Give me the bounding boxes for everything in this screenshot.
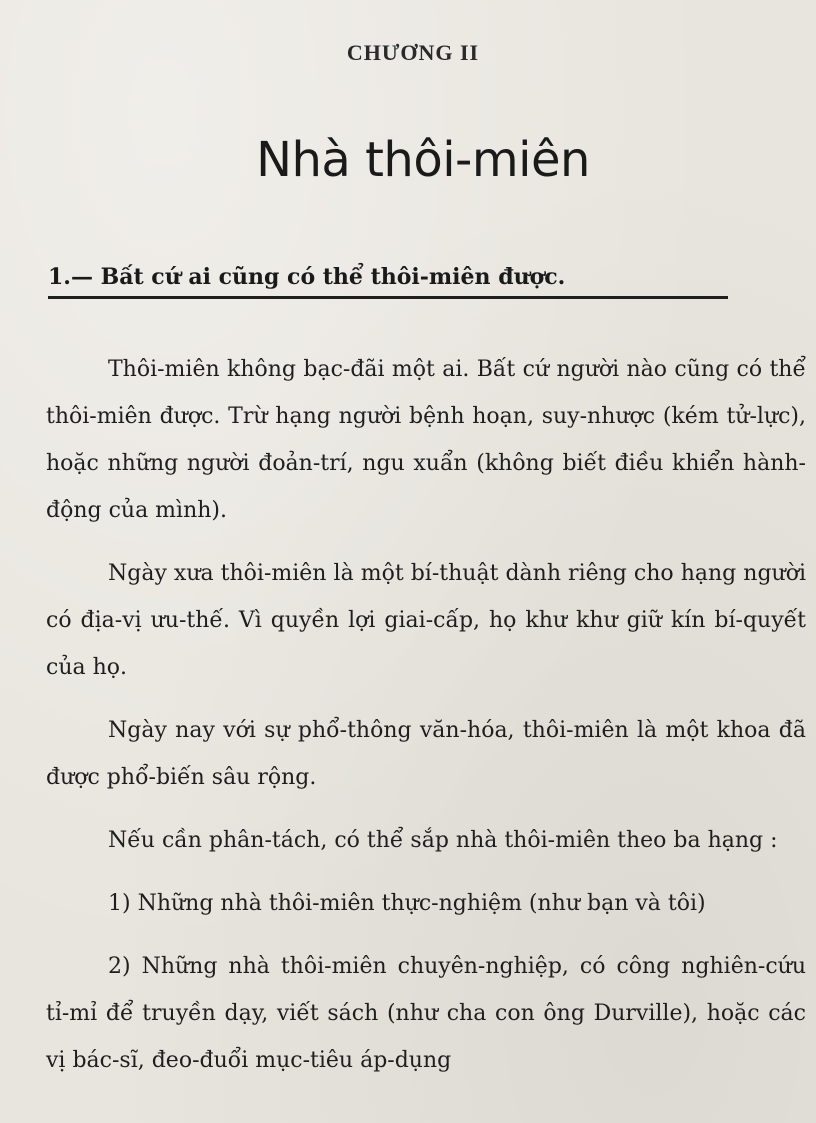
paragraph: Nếu cần phân-tách, có thể sắp nhà thôi-miên theo ba hạng :	[108, 828, 778, 853]
paragraph: Ngày nay với sự phổ-thông văn-hóa, thôi-miên là một khoa đã được phổ-biến sâu rộng.	[46, 718, 806, 790]
body-text	[46, 346, 806, 1084]
list-item: 1) Những nhà thôi-miên thực-nghiệm (như bạn và tôi)	[108, 891, 706, 916]
paragraph: Thôi-miên không bạc-đãi một ai. Bất cứ người nào cũng có thể thôi-miên được. Trừ hạng người bệnh hoạn, suy-nhược (kém tử-lực), hoặc những người đoản-trí, ngu xuẩn (không biết điều khiển hành-động của mình).	[46, 357, 806, 523]
paragraph: Ngày xưa thôi-miên là một bí-thuật dành riêng cho hạng người có địa-vị ưu-thế. Vì quyền lợi giai-cấp, họ khư khư giữ kín bí-quyết của họ.	[46, 561, 806, 680]
chapter-label: CHƯƠNG II	[346, 40, 480, 65]
section-heading: 1.— Bất cứ ai cũng có thể thôi-miên được.	[48, 264, 728, 299]
list-item: 2) Những nhà thôi-miên chuyên-nghiệp, có công nghiên-cứu tỉ-mỉ để truyền dạy, viết sách (như cha con ông Durville), hoặc các vị bác-sĩ, đeo-đuổi mục-tiêu áp-dụng	[46, 954, 806, 1073]
chapter-title: Nhà thôi-miên	[256, 132, 590, 188]
